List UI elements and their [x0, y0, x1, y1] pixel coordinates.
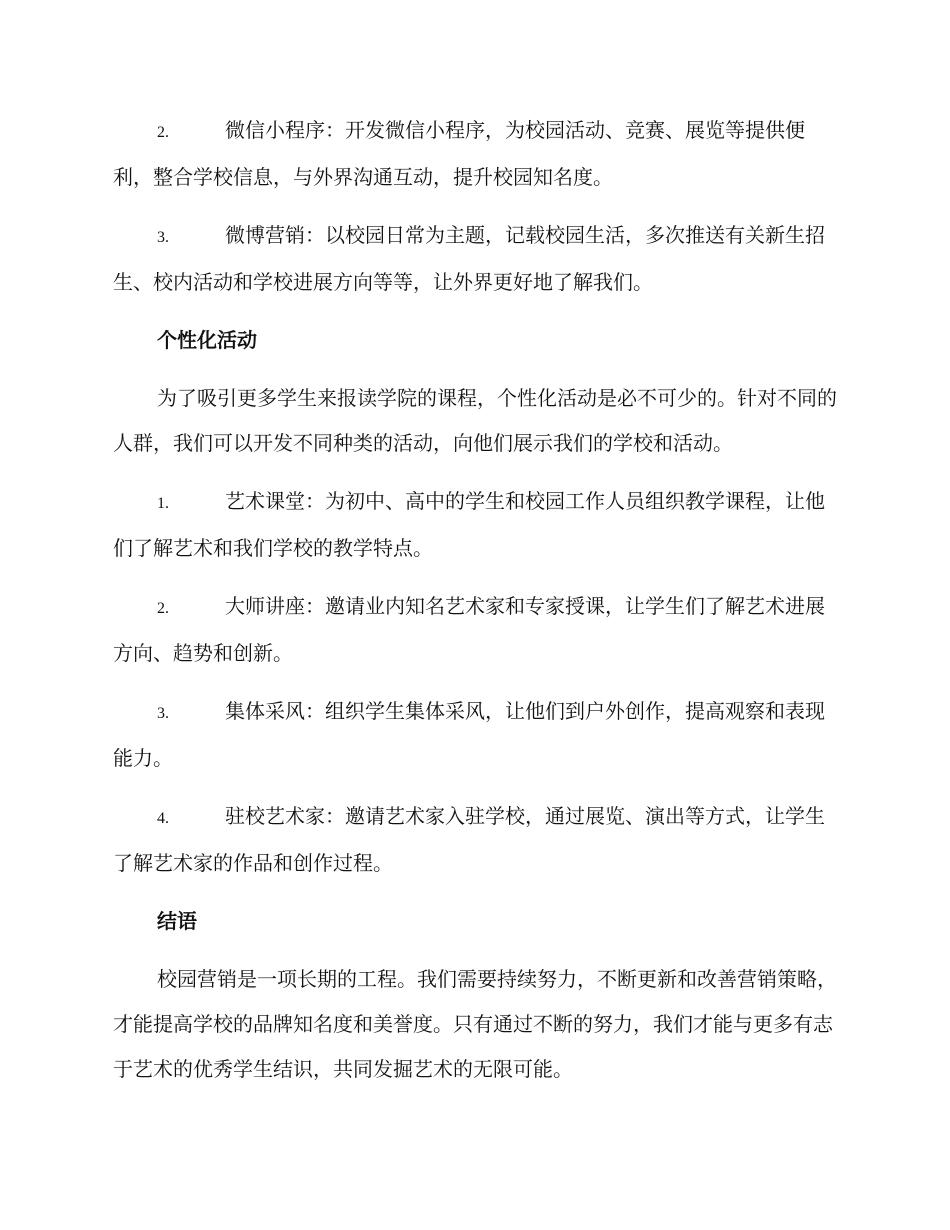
- list-number: 1.: [157, 495, 169, 512]
- list-item-text: 驻校艺术家：邀请艺术家入驻学校，通过展览、演出等方式，让学生了解艺术家的作品和创作过程。: [113, 804, 825, 875]
- conclusion-paragraph: 校园营销是一项长期的工程。我们需要持续努力，不断更新和改善营销策略，才能提高学校的品牌知名度和美誉度。只有通过不断的努力，我们才能与更多有志于艺术的优秀学生结识，共同发掘艺术的无限可能。: [113, 967, 837, 1081]
- section-heading-conclusion: 结语: [157, 909, 197, 933]
- list-item-art-class: [113, 479, 838, 571]
- list-item-text: 微博营销：以校园日常为主题，记载校园生活，多次推送有关新生招生、校内活动和学校进展方向等等，让外界更好地了解我们。: [113, 223, 825, 294]
- list-item-group-sketching: [113, 689, 838, 781]
- list-item-text: 大师讲座：邀请业内知名艺术家和专家授课，让学生们了解艺术进展方向、趋势和创新。: [113, 594, 825, 665]
- list-number: 2.: [157, 124, 169, 141]
- list-item-text: 集体采风：组织学生集体采风，让他们到户外创作，提高观察和表现能力。: [113, 699, 825, 770]
- list-number: 3.: [157, 705, 169, 722]
- list-item-weibo-marketing: [113, 213, 838, 305]
- list-item-wechat-mini-program: [113, 108, 838, 200]
- section-heading-personalized-activities: 个性化活动: [157, 328, 257, 352]
- list-item-text: 微信小程序：开发微信小程序，为校园活动、竞赛、展览等提供便利，整合学校信息，与外界沟通互动，提升校园知名度。: [113, 118, 805, 189]
- list-number: 2.: [157, 600, 169, 617]
- section-intro-paragraph: 为了吸引更多学生来报读学院的课程，个性化活动是必不可少的。针对不同的人群，我们可以开发不同种类的活动，向他们展示我们的学校和活动。: [113, 386, 837, 455]
- list-item-resident-artist: [113, 794, 838, 886]
- list-item-text: 艺术课堂：为初中、高中的学生和校园工作人员组织教学课程，让他们了解艺术和我们学校的教学特点。: [113, 489, 825, 560]
- document-body: [113, 108, 838, 1105]
- list-item-master-lecture: [113, 584, 838, 676]
- list-number: 4.: [157, 810, 169, 827]
- list-number: 3.: [157, 229, 169, 246]
